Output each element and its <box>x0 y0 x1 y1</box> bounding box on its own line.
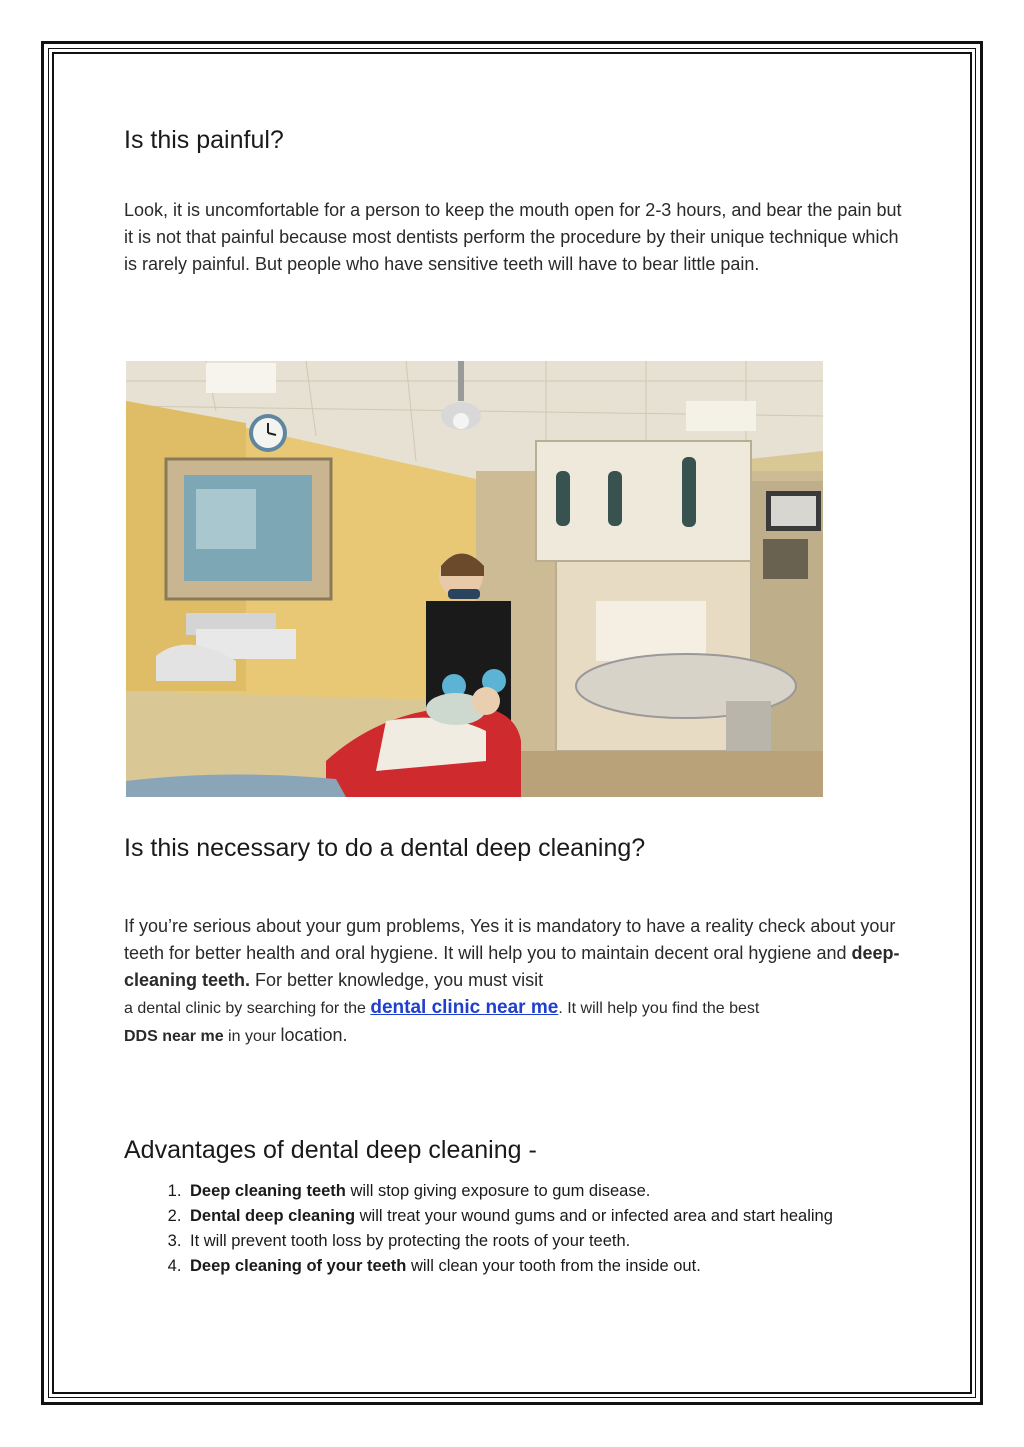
paragraph-painful: Look, it is uncomfortable for a person to keep the mouth open for 2-3 hours, and bear the pain but it is not that painful because most dentists perform the procedure by their unique technique which is rarely painful. But people who have sensitive teeth will have to bear little pain. <box>124 200 902 274</box>
bold-deep-cleaning-teeth: deep-cleaning teeth. <box>124 943 900 990</box>
paragraph-painful-wrap <box>124 197 904 278</box>
heading-advantages: Advantages of dental deep cleaning - <box>124 1136 537 1164</box>
text-span: in your <box>223 1028 281 1045</box>
paragraph-necessary-wrap <box>124 913 914 1050</box>
list-item-text: will treat your wound gums and or infected area and start healing <box>355 1207 833 1225</box>
list-item-bold: Deep cleaning teeth <box>190 1182 346 1200</box>
heading-painful: Is this painful? <box>124 126 284 154</box>
list-item-text: will stop giving exposure to gum disease. <box>345 1182 651 1200</box>
section-advantages <box>124 1136 904 1165</box>
dental-clinic-link[interactable]: dental clinic near me <box>370 997 559 1018</box>
list-item <box>186 1179 884 1204</box>
text-span: . It will help you find the best <box>558 1000 760 1017</box>
heading-necessary: Is this necessary to do a dental deep cleaning? <box>124 834 646 862</box>
list-item-bold: Dental deep cleaning <box>190 1207 356 1225</box>
text-span: For better knowledge, you must visit <box>250 970 544 990</box>
dental-office-photo <box>126 361 823 797</box>
list-item <box>186 1254 884 1279</box>
list-item-text: will clean your tooth from the inside out. <box>406 1257 701 1275</box>
advantages-list-wrap <box>124 1179 884 1279</box>
text-span: If you’re serious about your gum problems, Yes it is mandatory to have a reality check about your teeth for better health and oral hygiene. It will help you to maintain decent oral hygiene and <box>124 916 896 963</box>
bold-dds-near-me: DDS near me <box>124 1028 224 1045</box>
text-span: a dental clinic by searching for the <box>124 1000 371 1017</box>
text-span: location. <box>280 1025 348 1045</box>
section-painful <box>124 126 904 155</box>
list-item-bold: Deep cleaning of your teeth <box>190 1257 407 1275</box>
advantages-list <box>124 1179 884 1279</box>
list-item <box>186 1229 884 1254</box>
paragraph-necessary <box>124 913 914 1050</box>
list-item <box>186 1204 884 1229</box>
section-necessary <box>124 834 904 863</box>
list-item-text: It will prevent tooth loss by protecting the roots of your teeth. <box>190 1232 631 1250</box>
